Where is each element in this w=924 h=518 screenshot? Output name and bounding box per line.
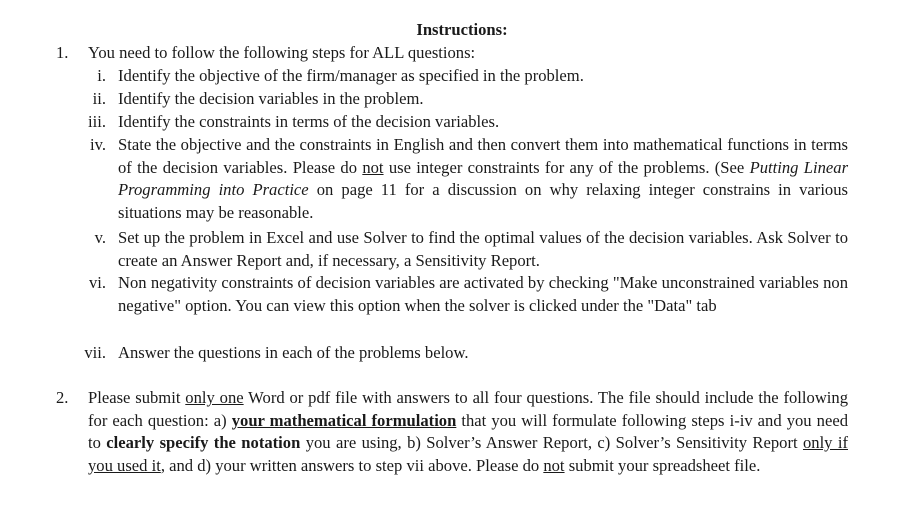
item-2-part: you are using, b) Solver’s Answer Report, c) Solver’s Sensitivity Report — [300, 433, 803, 453]
item-2-part: submit your spreadsheet file. — [564, 455, 761, 475]
item-2-part: , and d) your written answers to step vii above. Please do — [160, 455, 544, 475]
item-2-part: Please submit — [88, 388, 186, 407]
step-numeral: ii. — [92, 89, 106, 108]
step-text-part: on page 11 for a discussion on why relaxing integer constrains in various situations may be reasonable. — [118, 180, 848, 222]
emphasis-only-if: only if you used it — [88, 433, 848, 475]
step-text-part: State the objective and the constraints in English and then convert them into mathematical functions in terms of the decision variables. Please do — [118, 135, 848, 177]
step-numeral: iii. — [88, 112, 106, 131]
item-1-number: 1. — [56, 43, 69, 62]
step-text: Identify the decision variables in the problem. — [118, 89, 424, 108]
step-text: Non negativity constraints of decision variables are activated by checking "Make unconstrained variables non negative" option. You can view this option when the solver is clicked under the "Data" tab — [118, 273, 848, 315]
emphasis-only-one: only one — [185, 388, 244, 407]
step-text-part: use integer constraints for any of the problems. (See — [383, 157, 750, 177]
step-text: Set up the problem in Excel and use Solver to find the optimal values of the decision variables. Ask Solver to create an Answer Report and, if necessary, a Sensitivity Report. — [118, 228, 848, 270]
item-2-text — [88, 387, 848, 477]
emphasis-notation: clearly specify the notation — [106, 433, 301, 453]
step-numeral: vii. — [84, 343, 106, 362]
emphasis-formulation: your mathematical formulation — [231, 410, 457, 430]
step-numeral: iv. — [90, 135, 106, 154]
step-numeral: i. — [97, 66, 106, 85]
book-section-title: Putting Linear Programming into Practice — [118, 157, 849, 200]
step-text: Identify the constraints in terms of the decision variables. — [118, 112, 500, 131]
step-numeral: v. — [94, 228, 106, 247]
page-title: Instructions: — [416, 20, 508, 39]
emphasis-not: not — [543, 455, 565, 475]
step-text: Identify the objective of the firm/manager as specified in the problem. — [118, 66, 584, 85]
step-numeral: vi. — [88, 273, 106, 292]
emphasis-not: not — [362, 157, 384, 177]
step-text: Answer the questions in each of the problems below. — [118, 343, 469, 362]
item-2-part: that you will formulate following steps i-iv and you need to — [88, 410, 848, 453]
item-2-part: Word or pdf file with answers to all four questions. The file should include the following for each question: a) — [88, 388, 849, 430]
item-1-text: You need to follow the following steps for ALL questions: — [88, 43, 476, 62]
item-2-number: 2. — [56, 388, 69, 407]
step-text — [118, 134, 848, 224]
